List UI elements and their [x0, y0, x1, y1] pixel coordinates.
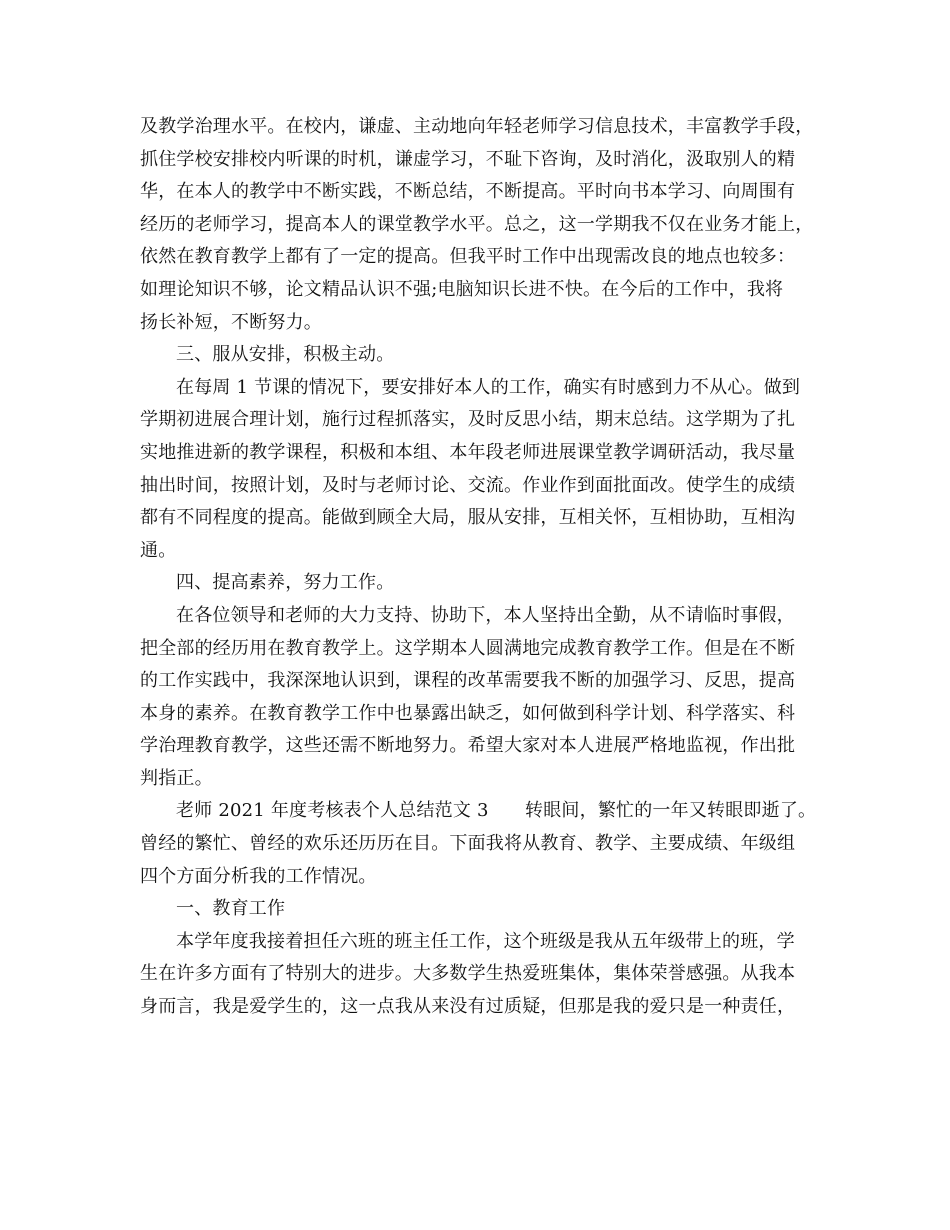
- text-line: 生在许多方面有了特别大的进步。大多数学生热爱班集体，集体荣誉感强。从我本: [140, 963, 796, 985]
- text-line: 本学年度我接着担任六班的班主任工作，这个班级是我从五年级带上的班，学: [176, 930, 795, 952]
- text-line: 在每周 1 节课的情况下，要安排好本人的工作，确实有时感到力不从心。做到: [176, 376, 801, 398]
- text-line: 三、服从安排，积极主动。: [176, 344, 395, 366]
- text-line: 学治理教育教学，这些还需不断地努力。希望大家对本人进展严格地监视，作出批: [140, 735, 796, 757]
- text-line: 扬长补短，不断努力。: [140, 311, 322, 333]
- text-line: 经历的老师学习，提高本人的课堂教学水平。总之，这一学期我不仅在业务才能上，: [140, 213, 814, 235]
- text-line: 都有不同程度的提高。能做到顾全大局，服从安排，互相关怀，互相协助，互相沟: [140, 507, 796, 529]
- text-line: 抽出时间，按照计划，及时与老师讨论、交流。作业作到面批面改。使学生的成绩: [140, 474, 796, 496]
- text-line: 实地推进新的教学课程，积极和本组、本年段老师进展课堂教学调研活动，我尽量: [140, 441, 796, 463]
- text-line: 在各位领导和老师的大力支持、协助下，本人坚持出全勤，从不请临时事假，: [176, 604, 795, 626]
- text-line: 把全部的经历用在教育教学上。这学期本人圆满地完成教育教学工作。但是在不断: [140, 637, 796, 659]
- text-line: 本身的素养。在教育教学工作中也暴露出缺乏，如何做到科学计划、科学落实、科: [140, 702, 796, 724]
- text-line: 身而言，我是爱学生的，这一点我从来没有过质疑，但那是我的爱只是一种责任，: [140, 996, 796, 1018]
- text-line: 依然在教育教学上都有了一定的提高。但我平时工作中出现需改良的地点也较多：: [140, 246, 796, 268]
- text-line: 如理论知识不够，论文精品认识不强;电脑知识长进不快。在今后的工作中，我将: [140, 278, 784, 300]
- text-line: 抓住学校安排校内听课的时机，谦虚学习，不耻下咨询，及时消化，汲取别人的精: [140, 148, 796, 170]
- text-line: 一、教育工作: [176, 898, 286, 920]
- text-line: 及教学治理水平。在校内，谦虚、主动地向年轻老师学习信息技术，丰富教学手段，: [140, 116, 814, 137]
- text-line: 通。: [140, 539, 177, 561]
- document-body: [140, 111, 835, 1024]
- text-line: 老师 2021 年度考核表个人总结范文 3 转眼间，繁忙的一年又转眼即逝了。: [176, 800, 817, 822]
- text-line: 华，在本人的教学中不断实践，不断总结，不断提高。平时向书本学习、向周围有: [140, 181, 796, 203]
- text-line: 四个方面分析我的工作情况。: [140, 865, 377, 887]
- text-line: 学期初进展合理计划，施行过程抓落实，及时反思小结，期末总结。这学期为了扎: [140, 409, 796, 431]
- text-line: 四、提高素养，努力工作。: [176, 572, 395, 594]
- text-line: 的工作实践中，我深深地认识到，课程的改革需要我不断的加强学习、反思，提高: [140, 670, 796, 692]
- text-line: 判指正。: [140, 767, 213, 789]
- text-line: 曾经的繁忙、曾经的欢乐还历历在目。下面我将从教育、教学、主要成绩、年级组: [140, 833, 796, 855]
